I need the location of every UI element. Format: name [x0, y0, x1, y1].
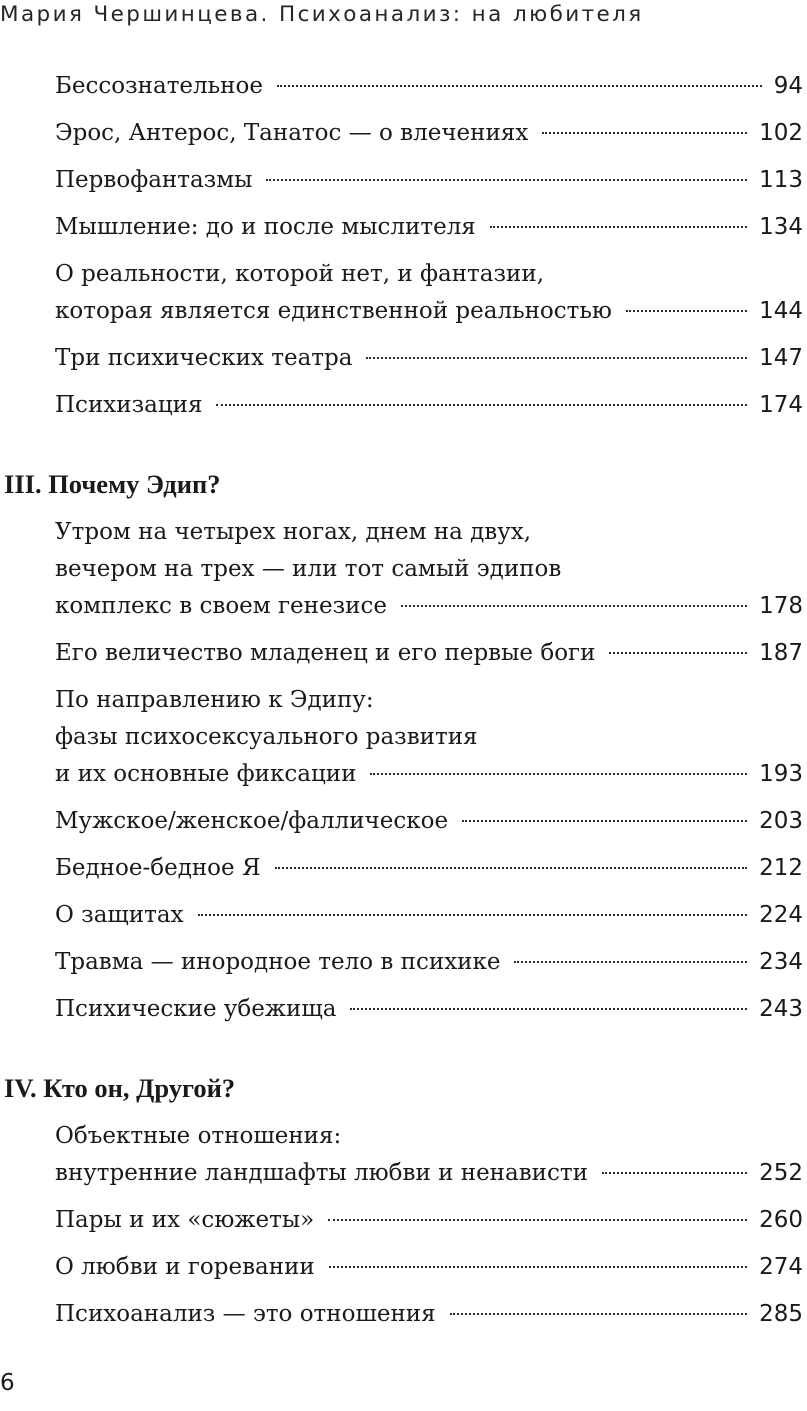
- dot-leader: [450, 1313, 747, 1315]
- toc-entry-final-line: [55, 115, 803, 152]
- toc-entry-line: Мужское/женское/фаллическое: [55, 808, 449, 834]
- toc-entry-page: 260: [759, 1207, 803, 1233]
- toc-entry-final-line: [55, 387, 803, 424]
- toc-entry-final-line: [55, 68, 803, 105]
- toc-entry-line: Эрос, Антерос, Танатос — о влечениях: [55, 120, 529, 146]
- dot-leader: [328, 1219, 747, 1221]
- running-head: Мария Чершинцева. Психоанализ: на любителя: [0, 2, 644, 27]
- toc-entry[interactable]: [0, 514, 807, 625]
- toc-entry-line: Утром на четырех ногах, днем на двух,: [55, 519, 532, 545]
- toc-entry-page: 203: [759, 808, 803, 834]
- toc-entry-line: внутренние ландшафты любви и ненависти: [55, 1160, 588, 1186]
- toc-entry[interactable]: [0, 850, 807, 887]
- toc-entry[interactable]: [0, 1296, 807, 1333]
- dot-leader: [216, 404, 747, 406]
- toc-entry-page: 134: [759, 214, 803, 240]
- toc-entry-line: Первофантазмы: [55, 167, 253, 193]
- toc-entry[interactable]: [0, 115, 807, 152]
- dot-leader: [602, 1172, 747, 1174]
- toc-entry[interactable]: [0, 682, 807, 793]
- toc-entry-final-line: [55, 340, 803, 377]
- toc-entry-page: 94: [773, 73, 803, 99]
- toc-entry-final-line: [55, 944, 803, 981]
- dot-leader: [462, 820, 747, 822]
- toc-entry-line: Бедное-бедное Я: [55, 855, 261, 881]
- toc-entry-final-line: [55, 991, 803, 1028]
- toc-entry-final-line: [55, 897, 803, 934]
- dot-leader: [490, 226, 747, 228]
- toc-entry-line: которая является единственной реальностью: [55, 298, 612, 324]
- toc-entry-page: 174: [759, 392, 803, 418]
- toc-entry-final-line: [55, 209, 803, 246]
- toc-entry-line: О любви и горевании: [55, 1254, 315, 1280]
- dot-leader: [266, 179, 747, 181]
- dot-leader: [275, 867, 748, 869]
- toc-entry-line: вечером на трех — или тот самый эдипов: [55, 556, 562, 582]
- toc-entry[interactable]: [0, 991, 807, 1028]
- toc-entry[interactable]: [0, 68, 807, 105]
- toc-entry-final-line: [55, 803, 803, 840]
- toc-entry-page: 243: [759, 996, 803, 1022]
- dot-leader: [626, 310, 747, 312]
- section-gap: [0, 1028, 807, 1066]
- toc-entry[interactable]: [0, 1202, 807, 1239]
- toc-entry-final-line: [55, 756, 803, 793]
- dot-leader: [370, 773, 747, 775]
- toc-entry-page: 224: [759, 902, 803, 928]
- toc-entry-page: 178: [759, 593, 803, 619]
- toc-entry-line: Психические убежища: [55, 996, 337, 1022]
- toc-entry[interactable]: [0, 387, 807, 424]
- section-title: IV. Кто он, Другой?: [4, 1073, 236, 1103]
- toc-entry-line: Мышление: до и после мыслителя: [55, 214, 476, 240]
- toc-entry-page: 187: [759, 640, 803, 666]
- dot-leader: [198, 914, 748, 916]
- toc-entry-final-line: [55, 293, 803, 330]
- dot-leader: [542, 132, 747, 134]
- toc-entry-page: 193: [759, 761, 803, 787]
- section-gap: [0, 424, 807, 462]
- toc-entry-line: По направлению к Эдипу:: [55, 687, 374, 713]
- toc-entry-line: О защитах: [55, 902, 184, 928]
- toc-entry-line: и их основные фиксации: [55, 761, 357, 787]
- toc-entry-page: 147: [759, 345, 803, 371]
- toc-entry-final-line: [55, 1296, 803, 1333]
- toc-entry-final-line: [55, 1202, 803, 1239]
- table-of-contents: [0, 68, 807, 1333]
- toc-entry-page: 144: [759, 298, 803, 324]
- toc-entry[interactable]: [0, 944, 807, 981]
- section-title: III. Почему Эдип?: [4, 469, 221, 499]
- dot-leader: [609, 652, 747, 654]
- dot-leader: [401, 605, 747, 607]
- toc-entry-line: Психоанализ — это отношения: [55, 1301, 436, 1327]
- toc-entry-line: Психизация: [55, 392, 203, 418]
- toc-entry-final-line: [55, 1155, 803, 1192]
- dot-leader: [277, 85, 762, 87]
- toc-entry-line: Объектные отношения:: [55, 1123, 342, 1149]
- toc-entry-line: комплекс в своем генезисе: [55, 593, 387, 619]
- toc-entry[interactable]: [0, 209, 807, 246]
- toc-entry[interactable]: [0, 897, 807, 934]
- toc-entry-line: Травма — инородное тело в психике: [55, 949, 501, 975]
- toc-entry-page: 234: [759, 949, 803, 975]
- toc-entry-page: 113: [759, 167, 803, 193]
- toc-entry[interactable]: [0, 1118, 807, 1192]
- toc-entry[interactable]: [0, 162, 807, 199]
- toc-entry-page: 274: [759, 1254, 803, 1280]
- toc-entry-page: 285: [759, 1301, 803, 1327]
- dot-leader: [514, 961, 747, 963]
- page-number: 6: [0, 1370, 15, 1396]
- toc-entry-line: Бессознательное: [55, 73, 263, 99]
- toc-entry[interactable]: [0, 635, 807, 672]
- toc-entry[interactable]: [0, 340, 807, 377]
- toc-entry-final-line: [55, 635, 803, 672]
- toc-entry[interactable]: [0, 256, 807, 330]
- dot-leader: [366, 357, 747, 359]
- toc-entry-line: Пары и их «сюжеты»: [55, 1207, 315, 1233]
- toc-entry-line: Три психических театра: [55, 345, 353, 371]
- toc-entry[interactable]: [0, 1249, 807, 1286]
- toc-entry-final-line: [55, 1249, 803, 1286]
- toc-entry-line: О реальности, которой нет, и фантазии,: [55, 261, 545, 287]
- dot-leader: [350, 1008, 747, 1010]
- dot-leader: [329, 1266, 747, 1268]
- toc-entry-page: 252: [759, 1160, 803, 1186]
- toc-entry-final-line: [55, 162, 803, 199]
- toc-entry-page: 212: [759, 855, 803, 881]
- toc-entry-final-line: [55, 850, 803, 887]
- toc-entry-page: 102: [759, 120, 803, 146]
- toc-entry-line: Его величество младенец и его первые боги: [55, 640, 596, 666]
- toc-entry-final-line: [55, 588, 803, 625]
- toc-entry-line: фазы психосексуального развития: [55, 724, 478, 750]
- toc-entry[interactable]: [0, 803, 807, 840]
